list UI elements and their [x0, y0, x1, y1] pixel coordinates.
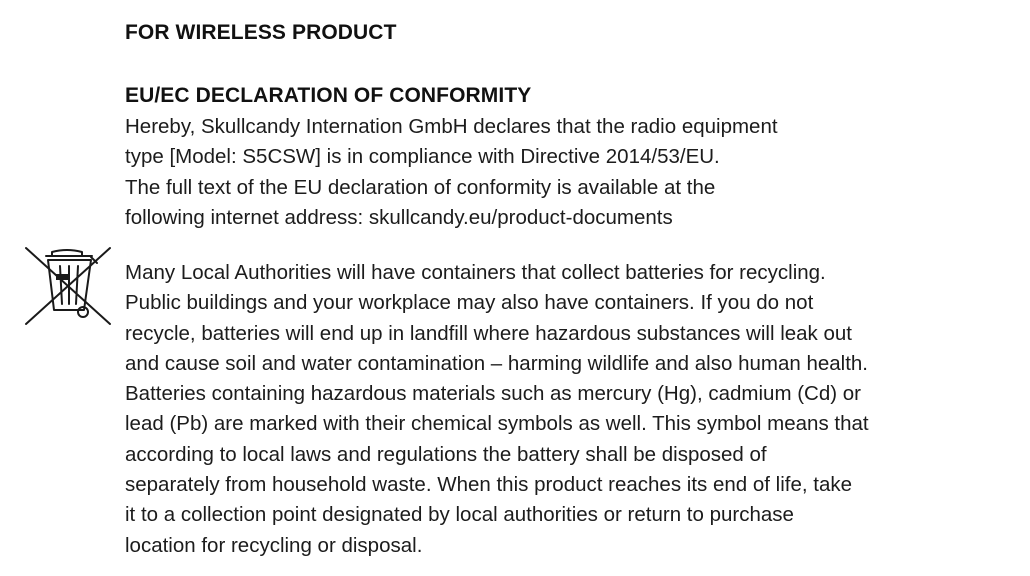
- heading-declaration-of-conformity: EU/EC DECLARATION OF CONFORMITY: [125, 84, 532, 107]
- declaration-line: following internet address: skullcandy.eu/product-documents: [125, 205, 673, 229]
- declaration-line: The full text of the EU declaration of conformity is available at the: [125, 175, 716, 199]
- battery-line: recycle, batteries will end up in landfill where hazardous substances will leak out: [125, 321, 852, 345]
- battery-line: Public buildings and your workplace may also have containers. If you do not: [125, 291, 814, 315]
- declaration-line: Hereby, Skullcandy Internation GmbH declares that the radio equipment: [125, 115, 778, 138]
- battery-line: separately from household waste. When this product reaches its end of life, take: [125, 473, 852, 497]
- battery-line: according to local laws and regulations the battery shall be disposed of: [125, 442, 767, 466]
- crossed-out-wheelie-bin-icon: [20, 244, 114, 326]
- battery-disposal-paragraph: [125, 258, 869, 561]
- battery-line: location for recycling or disposal.: [125, 533, 423, 557]
- battery-line: and cause soil and water contamination – harming wildlife and also human health.: [125, 351, 869, 375]
- battery-line: lead (Pb) are marked with their chemical symbols as well. This symbol means that: [125, 412, 869, 436]
- battery-line: it to a collection point designated by local authorities or return to purchase: [125, 503, 794, 527]
- declaration-paragraph: [125, 112, 778, 233]
- battery-line: Many Local Authorities will have containers that collect batteries for recycling.: [125, 261, 826, 284]
- heading-wireless-product: FOR WIRELESS PRODUCT: [125, 21, 397, 44]
- battery-line: Batteries containing hazardous materials such as mercury (Hg), cadmium (Cd) or: [125, 382, 861, 406]
- declaration-line: type [Model: S5CSW] is in compliance with Directive 2014/53/EU.: [125, 145, 720, 169]
